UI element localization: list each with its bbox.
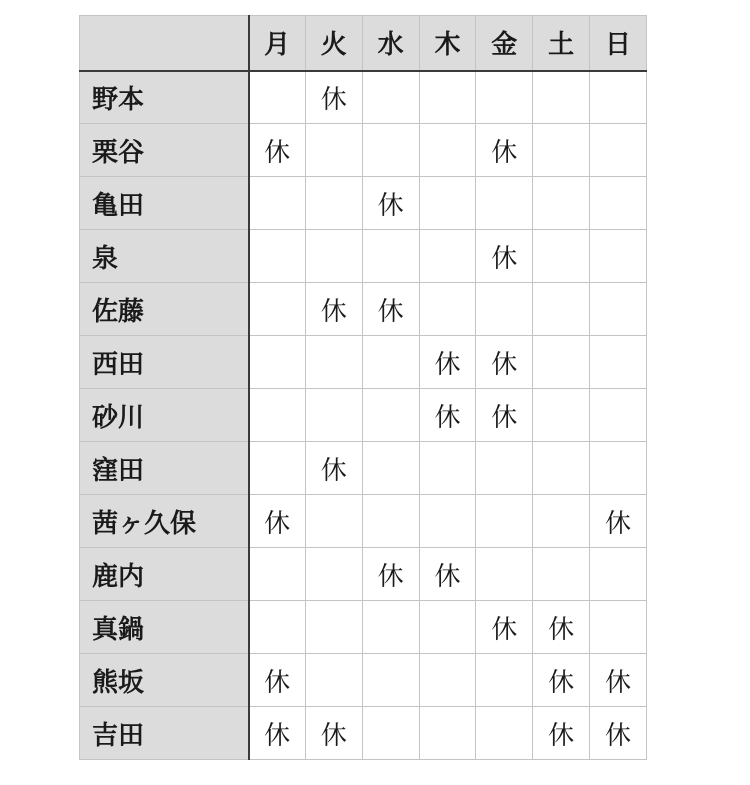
schedule-cell: 休 xyxy=(476,230,533,283)
day-header-thu: 木 xyxy=(419,16,476,71)
schedule-cell xyxy=(533,548,590,601)
schedule-cell xyxy=(362,707,419,760)
table-body xyxy=(80,71,647,760)
schedule-cell xyxy=(419,601,476,654)
table-header xyxy=(80,16,647,71)
schedule-cell xyxy=(305,230,362,283)
table-row xyxy=(80,601,647,654)
schedule-cell xyxy=(419,71,476,124)
schedule-cell xyxy=(305,124,362,177)
schedule-cell xyxy=(249,442,306,495)
staff-name-cell: 真鍋 xyxy=(80,601,249,654)
table-row xyxy=(80,177,647,230)
schedule-cell xyxy=(419,654,476,707)
day-header-fri: 金 xyxy=(476,16,533,71)
schedule-cell xyxy=(362,495,419,548)
schedule-cell: 休 xyxy=(476,389,533,442)
table-row xyxy=(80,230,647,283)
schedule-cell xyxy=(249,283,306,336)
staff-name-cell: 熊坂 xyxy=(80,654,249,707)
schedule-cell xyxy=(305,336,362,389)
schedule-cell xyxy=(362,389,419,442)
staff-name-cell: 亀田 xyxy=(80,177,249,230)
schedule-cell xyxy=(305,495,362,548)
schedule-cell xyxy=(362,442,419,495)
schedule-cell xyxy=(419,124,476,177)
staff-name-cell: 窪田 xyxy=(80,442,249,495)
staff-name-cell: 茜ヶ久保 xyxy=(80,495,249,548)
schedule-cell xyxy=(362,336,419,389)
staff-name-cell: 栗谷 xyxy=(80,124,249,177)
schedule-cell xyxy=(305,177,362,230)
schedule-cell xyxy=(476,495,533,548)
schedule-cell xyxy=(533,177,590,230)
schedule-cell xyxy=(362,230,419,283)
day-header-sat: 土 xyxy=(533,16,590,71)
schedule-cell xyxy=(419,283,476,336)
schedule-cell xyxy=(590,336,647,389)
table-row xyxy=(80,283,647,336)
schedule-cell xyxy=(249,601,306,654)
schedule-cell xyxy=(362,601,419,654)
schedule-cell xyxy=(305,389,362,442)
schedule-cell xyxy=(419,707,476,760)
schedule-cell xyxy=(476,177,533,230)
schedule-cell xyxy=(249,336,306,389)
schedule-cell xyxy=(590,389,647,442)
schedule-cell: 休 xyxy=(362,283,419,336)
schedule-cell: 休 xyxy=(590,707,647,760)
schedule-cell xyxy=(419,177,476,230)
corner-cell xyxy=(80,16,249,71)
schedule-cell xyxy=(476,707,533,760)
schedule-cell: 休 xyxy=(249,495,306,548)
staff-name-cell: 吉田 xyxy=(80,707,249,760)
schedule-cell xyxy=(419,442,476,495)
schedule-cell: 休 xyxy=(249,707,306,760)
schedule-cell xyxy=(590,442,647,495)
schedule-cell: 休 xyxy=(419,336,476,389)
staff-name-cell: 泉 xyxy=(80,230,249,283)
schedule-cell xyxy=(249,71,306,124)
schedule-cell xyxy=(419,230,476,283)
schedule-cell xyxy=(533,442,590,495)
schedule-cell xyxy=(533,71,590,124)
schedule-cell xyxy=(590,601,647,654)
schedule-cell xyxy=(249,389,306,442)
schedule-cell: 休 xyxy=(533,654,590,707)
schedule-cell xyxy=(590,230,647,283)
staff-name-cell: 砂川 xyxy=(80,389,249,442)
staff-name-cell: 佐藤 xyxy=(80,283,249,336)
schedule-cell xyxy=(362,71,419,124)
schedule-cell: 休 xyxy=(590,495,647,548)
schedule-cell: 休 xyxy=(533,601,590,654)
schedule-cell xyxy=(590,124,647,177)
schedule-cell: 休 xyxy=(590,654,647,707)
schedule-cell xyxy=(476,654,533,707)
day-header-wed: 水 xyxy=(362,16,419,71)
schedule-cell: 休 xyxy=(305,707,362,760)
schedule-cell xyxy=(590,548,647,601)
schedule-cell: 休 xyxy=(533,707,590,760)
table-row xyxy=(80,548,647,601)
day-header-sun: 日 xyxy=(590,16,647,71)
schedule-cell xyxy=(533,230,590,283)
schedule-cell xyxy=(590,71,647,124)
schedule-cell: 休 xyxy=(476,124,533,177)
schedule-cell xyxy=(476,283,533,336)
schedule-cell xyxy=(476,548,533,601)
table-row xyxy=(80,336,647,389)
schedule-cell: 休 xyxy=(419,389,476,442)
schedule-cell: 休 xyxy=(305,71,362,124)
staff-name-cell: 西田 xyxy=(80,336,249,389)
schedule-cell xyxy=(362,654,419,707)
schedule-cell xyxy=(305,654,362,707)
schedule-cell: 休 xyxy=(305,283,362,336)
schedule-cell: 休 xyxy=(249,654,306,707)
schedule-cell: 休 xyxy=(419,548,476,601)
schedule-cell xyxy=(249,177,306,230)
schedule-cell xyxy=(249,548,306,601)
table-row xyxy=(80,124,647,177)
schedule-cell: 休 xyxy=(362,177,419,230)
day-header-mon: 月 xyxy=(249,16,306,71)
staff-name-cell: 野本 xyxy=(80,71,249,124)
schedule-cell xyxy=(476,442,533,495)
table-row xyxy=(80,707,647,760)
day-header-tue: 火 xyxy=(305,16,362,71)
table-row xyxy=(80,654,647,707)
schedule-cell: 休 xyxy=(249,124,306,177)
header-row xyxy=(80,16,647,71)
schedule-cell xyxy=(476,71,533,124)
schedule-cell xyxy=(533,283,590,336)
table-row xyxy=(80,442,647,495)
schedule-cell xyxy=(419,495,476,548)
schedule-cell xyxy=(590,283,647,336)
shift-schedule-table xyxy=(79,15,647,760)
table-row xyxy=(80,389,647,442)
schedule-cell: 休 xyxy=(305,442,362,495)
schedule-cell xyxy=(305,548,362,601)
schedule-cell xyxy=(533,495,590,548)
table-row xyxy=(80,71,647,124)
schedule-cell xyxy=(533,336,590,389)
schedule-cell xyxy=(590,177,647,230)
staff-name-cell: 鹿内 xyxy=(80,548,249,601)
schedule-cell: 休 xyxy=(476,601,533,654)
schedule-cell: 休 xyxy=(362,548,419,601)
schedule-cell xyxy=(362,124,419,177)
schedule-cell xyxy=(305,601,362,654)
schedule-cell xyxy=(533,124,590,177)
schedule-cell: 休 xyxy=(476,336,533,389)
schedule-cell xyxy=(533,389,590,442)
table-row xyxy=(80,495,647,548)
schedule-cell xyxy=(249,230,306,283)
